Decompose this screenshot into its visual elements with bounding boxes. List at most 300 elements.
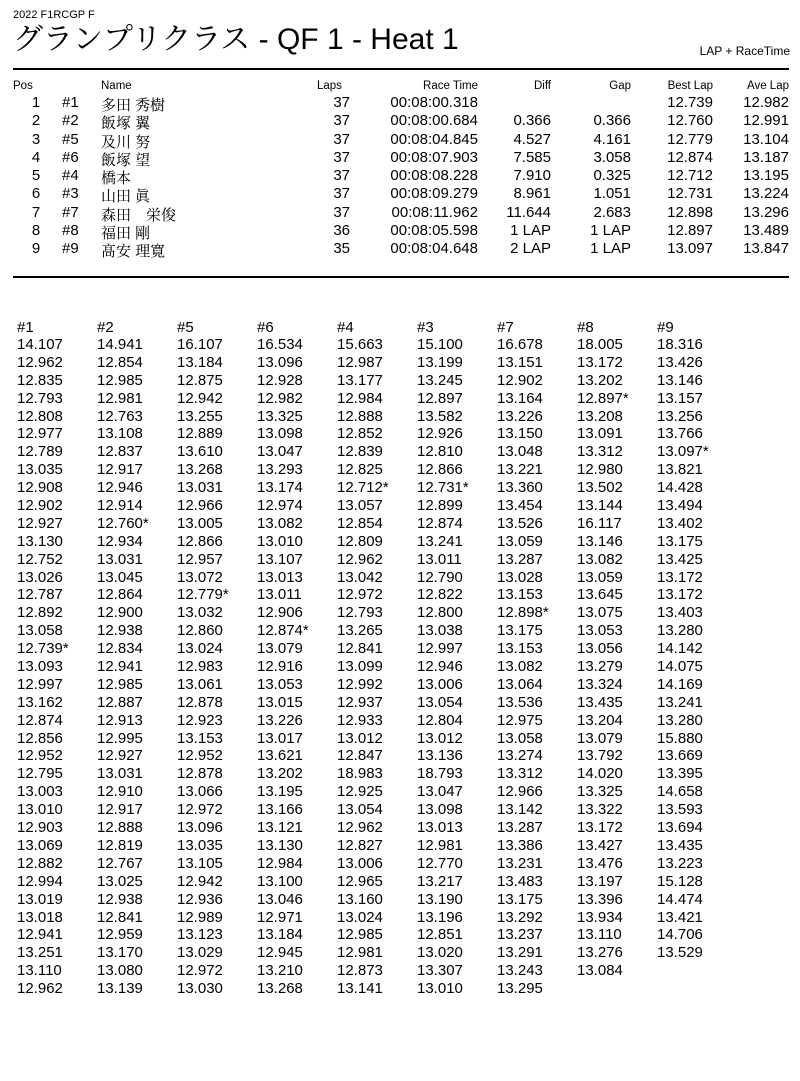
lap-time: 12.974 xyxy=(257,497,303,515)
lap-time: 13.274 xyxy=(497,747,543,765)
lap-time: 12.789 xyxy=(17,443,63,461)
lap-time: 13.053 xyxy=(257,675,303,693)
results-header-row xyxy=(13,80,789,94)
lap-time: 12.962 xyxy=(17,980,63,998)
lap-time: 13.020 xyxy=(417,944,463,962)
lap-time: 13.130 xyxy=(17,532,63,550)
lap-time: 13.175 xyxy=(657,532,703,550)
lap-time: 12.887 xyxy=(97,693,143,711)
lap-time: 13.241 xyxy=(657,693,703,711)
best-lap: 12.731 xyxy=(667,185,713,203)
lap-time: 13.175 xyxy=(497,890,543,908)
lap-time: 12.874* xyxy=(257,622,309,640)
lap-time: 13.100 xyxy=(257,872,303,890)
lap-time: 12.914 xyxy=(97,497,143,515)
table-row xyxy=(13,204,789,222)
lap-time: 13.307 xyxy=(417,962,463,980)
lap-time: 12.962 xyxy=(337,819,383,837)
lap-time: 13.099 xyxy=(337,658,383,676)
lap-time: 13.202 xyxy=(257,765,303,783)
lap-time: 12.856 xyxy=(17,729,63,747)
lap-time: 12.888 xyxy=(97,819,143,837)
lap-time: 13.172 xyxy=(577,819,623,837)
gap: 0.366 xyxy=(593,112,631,130)
lap-time: 13.322 xyxy=(577,801,623,819)
lap-time: 13.059 xyxy=(577,568,623,586)
driver-name: 福田 剛 xyxy=(101,225,151,243)
lap-time: 13.265 xyxy=(337,622,383,640)
header-ave-lap: Ave Lap xyxy=(747,80,789,92)
diff: 2 LAP xyxy=(510,240,551,258)
lap-time: 14.075 xyxy=(657,658,703,676)
lap-time: 12.984 xyxy=(337,389,383,407)
lap-time: 13.098 xyxy=(257,425,303,443)
race-time: 00:08:05.598 xyxy=(390,222,478,240)
driver-name: 橋本 xyxy=(101,170,132,188)
laps: 37 xyxy=(333,112,350,130)
lap-time: 13.766 xyxy=(657,425,703,443)
header-pos: Pos xyxy=(13,80,33,92)
lap-time: 13.013 xyxy=(417,819,463,837)
lap-time: 14.142 xyxy=(657,640,703,658)
car-number: #3 xyxy=(62,185,79,203)
best-lap: 12.760 xyxy=(667,112,713,130)
lap-time: 13.435 xyxy=(657,836,703,854)
lap-time: 13.123 xyxy=(177,926,223,944)
lap-time: 12.972 xyxy=(337,586,383,604)
lap-time: 13.243 xyxy=(497,962,543,980)
lap-time: 12.995 xyxy=(97,729,143,747)
lap-time: 13.197 xyxy=(577,872,623,890)
lap-time: 12.942 xyxy=(177,389,223,407)
lap-time: 13.268 xyxy=(257,980,303,998)
lap-time: 12.837 xyxy=(97,443,143,461)
lap-time: 13.096 xyxy=(177,819,223,837)
lap-time: 13.226 xyxy=(497,407,543,425)
lap-time: 13.526 xyxy=(497,514,543,532)
lap-time: 13.202 xyxy=(577,371,623,389)
lap-time: 13.610 xyxy=(177,443,223,461)
gap: 4.161 xyxy=(593,130,631,148)
report-type: LAP + RaceTime xyxy=(699,44,790,58)
lap-time: 13.058 xyxy=(17,622,63,640)
lap-time: 12.972 xyxy=(177,801,223,819)
lap-time: 12.825 xyxy=(337,461,383,479)
table-row xyxy=(13,131,789,149)
lap-time: 12.854 xyxy=(337,514,383,532)
lap-time: 13.006 xyxy=(417,675,463,693)
lap-time: 14.474 xyxy=(657,890,703,908)
lap-time: 13.121 xyxy=(257,819,303,837)
lap-time: 12.917 xyxy=(97,801,143,819)
race-time: 00:08:00.318 xyxy=(390,94,478,111)
lap-time: 12.800 xyxy=(417,604,463,622)
position: 4 xyxy=(31,148,41,166)
position: 5 xyxy=(31,167,41,185)
lap-column xyxy=(497,319,577,998)
lap-time: 13.435 xyxy=(577,693,623,711)
position: 3 xyxy=(31,130,41,148)
lap-time: 14.658 xyxy=(657,783,703,801)
laps: 37 xyxy=(333,94,350,111)
lap-time: 13.172 xyxy=(577,353,623,371)
lap-time: 12.962 xyxy=(337,550,383,568)
lap-time: 13.279 xyxy=(577,658,623,676)
lap-time: 13.091 xyxy=(577,425,623,443)
lap-time: 13.082 xyxy=(577,550,623,568)
table-row xyxy=(13,222,789,243)
lap-time: 13.184 xyxy=(177,353,223,371)
lap-time: 13.153 xyxy=(497,640,543,658)
lap-time: 13.012 xyxy=(417,729,463,747)
lap-time: 13.792 xyxy=(577,747,623,765)
lap-time: 13.402 xyxy=(657,514,703,532)
lap-time: 12.822 xyxy=(417,586,463,604)
lap-time: 13.483 xyxy=(497,872,543,890)
lap-time: 18.316 xyxy=(657,336,703,353)
lap-time: 13.582 xyxy=(417,407,463,425)
lap-time: 12.926 xyxy=(417,425,463,443)
lap-time: 13.097* xyxy=(657,443,709,461)
ave-lap: 12.991 xyxy=(743,112,789,130)
lap-time: 13.029 xyxy=(177,944,223,962)
lap-time: 13.035 xyxy=(17,461,63,479)
lap-time: 14.941 xyxy=(97,336,143,353)
lap-time: 13.199 xyxy=(417,353,463,371)
diff: 4.527 xyxy=(513,130,551,148)
car-number: #4 xyxy=(62,167,79,185)
lap-time: 13.010 xyxy=(417,980,463,998)
lap-time: 12.841 xyxy=(97,908,143,926)
lap-time: 13.053 xyxy=(577,622,623,640)
lap-time: 12.975 xyxy=(497,711,543,729)
lap-time: 13.093 xyxy=(17,658,63,676)
lap-time: 13.245 xyxy=(417,371,463,389)
lap-time: 12.997 xyxy=(417,640,463,658)
lap-time: 13.056 xyxy=(577,640,623,658)
lap-time: 12.992 xyxy=(337,675,383,693)
lap-time: 13.190 xyxy=(417,890,463,908)
position: 8 xyxy=(31,222,41,240)
lap-time: 13.280 xyxy=(657,711,703,729)
diff: 11.644 xyxy=(506,203,551,221)
lap-time: 12.851 xyxy=(417,926,463,944)
race-time: 00:08:07.903 xyxy=(390,148,478,166)
lap-time: 13.006 xyxy=(337,854,383,872)
lap-column-header: #2 xyxy=(97,319,114,336)
lap-time: 13.057 xyxy=(337,497,383,515)
lap-time: 12.839 xyxy=(337,443,383,461)
lap-time: 13.035 xyxy=(177,836,223,854)
best-lap: 12.779 xyxy=(667,130,713,148)
driver-name: 山田 眞 xyxy=(101,188,151,206)
lap-time: 12.731* xyxy=(417,479,469,497)
lap-time: 12.897* xyxy=(577,389,629,407)
lap-time: 12.763 xyxy=(97,407,143,425)
lap-time: 13.015 xyxy=(257,693,303,711)
lap-time: 13.066 xyxy=(177,783,223,801)
lap-time: 13.072 xyxy=(177,568,223,586)
lap-time: 12.878 xyxy=(177,765,223,783)
lap-time: 12.841 xyxy=(337,640,383,658)
lap-time: 12.985 xyxy=(337,926,383,944)
lap-time: 13.421 xyxy=(657,908,703,926)
driver-name: 多田 秀樹 xyxy=(101,97,166,114)
lap-time: 14.107 xyxy=(17,336,63,353)
diff: 0.366 xyxy=(513,112,551,130)
lap-time: 12.810 xyxy=(417,443,463,461)
diff: 7.585 xyxy=(513,148,551,166)
lap-time: 13.038 xyxy=(417,622,463,640)
header-diff: Diff xyxy=(533,80,551,92)
lap-time: 12.971 xyxy=(257,908,303,926)
lap-time: 12.852 xyxy=(337,425,383,443)
lap-time: 13.256 xyxy=(657,407,703,425)
lap-column xyxy=(337,319,417,998)
lap-time: 13.082 xyxy=(497,658,543,676)
lap-time: 13.013 xyxy=(257,568,303,586)
lap-time: 16.107 xyxy=(177,336,223,353)
lap-time: 12.989 xyxy=(177,908,223,926)
lap-time: 12.902 xyxy=(17,497,63,515)
lap-time: 13.046 xyxy=(257,890,303,908)
position: 9 xyxy=(31,240,41,258)
lap-time: 13.160 xyxy=(337,890,383,908)
lap-time: 13.028 xyxy=(497,568,543,586)
position: 2 xyxy=(31,112,41,130)
lap-time: 13.162 xyxy=(17,693,63,711)
divider-top xyxy=(13,68,789,70)
lap-time: 12.941 xyxy=(97,658,143,676)
lap-time: 13.210 xyxy=(257,962,303,980)
lap-time: 13.593 xyxy=(657,801,703,819)
lap-time: 16.117 xyxy=(577,514,622,532)
ave-lap: 13.296 xyxy=(743,203,789,221)
best-lap: 12.874 xyxy=(667,148,713,166)
lap-time: 12.790 xyxy=(417,568,463,586)
lap-time: 12.982 xyxy=(257,389,303,407)
driver-name: 飯塚 望 xyxy=(101,151,151,169)
laps: 37 xyxy=(333,167,350,185)
lap-column-header: #9 xyxy=(657,319,674,336)
lap-time: 13.031 xyxy=(97,765,143,783)
table-row xyxy=(13,149,789,167)
lap-time: 13.386 xyxy=(497,836,543,854)
table-row xyxy=(13,167,789,188)
lap-time: 13.204 xyxy=(577,711,623,729)
lap-time: 13.425 xyxy=(657,550,703,568)
lap-time: 13.082 xyxy=(257,514,303,532)
lap-time: 16.678 xyxy=(497,336,543,353)
gap: 0.325 xyxy=(593,167,631,185)
lap-time: 13.494 xyxy=(657,497,703,515)
lap-time: 14.706 xyxy=(657,926,703,944)
lap-column xyxy=(17,319,97,998)
driver-name: 髙安 理寛 xyxy=(101,243,166,261)
lap-time: 13.476 xyxy=(577,854,623,872)
ave-lap: 13.195 xyxy=(743,167,789,185)
lap-time: 13.110 xyxy=(17,962,62,980)
lap-time: 12.994 xyxy=(17,872,63,890)
lap-time: 13.174 xyxy=(257,479,303,497)
lap-time: 13.011 xyxy=(257,586,302,604)
lap-time: 18.005 xyxy=(577,336,623,353)
lap-column-header: #3 xyxy=(417,319,434,336)
lap-column-header: #4 xyxy=(337,319,354,336)
lap-time: 12.923 xyxy=(177,711,223,729)
lap-time: 13.045 xyxy=(97,568,143,586)
lap-time: 13.144 xyxy=(577,497,623,515)
lap-time: 12.981 xyxy=(97,389,143,407)
lap-time: 13.170 xyxy=(97,944,143,962)
lap-time: 13.080 xyxy=(97,962,143,980)
lap-time: 12.898* xyxy=(497,604,549,622)
lap-time: 12.952 xyxy=(177,747,223,765)
lap-time: 13.276 xyxy=(577,944,623,962)
lap-time: 12.808 xyxy=(17,407,63,425)
lap-time: 12.942 xyxy=(177,872,223,890)
lap-time: 12.864 xyxy=(97,586,143,604)
lap-time: 12.917 xyxy=(97,461,143,479)
lap-time: 13.221 xyxy=(497,461,543,479)
lap-time: 12.793 xyxy=(17,389,63,407)
lap-time: 12.908 xyxy=(17,479,63,497)
lap-time: 12.875 xyxy=(177,371,223,389)
lap-time: 13.019 xyxy=(17,890,63,908)
lap-time: 12.981 xyxy=(417,836,463,854)
lap-time: 12.835 xyxy=(17,371,63,389)
lap-time: 13.226 xyxy=(257,711,303,729)
lap-time: 13.024 xyxy=(177,640,223,658)
header-gap: Gap xyxy=(609,80,631,92)
lap-time: 13.426 xyxy=(657,353,703,371)
best-lap: 12.712 xyxy=(667,167,713,185)
lap-time: 13.058 xyxy=(497,729,543,747)
lap-time: 13.069 xyxy=(17,836,63,854)
lap-time: 12.900 xyxy=(97,604,143,622)
lap-time: 13.934 xyxy=(577,908,623,926)
lap-time: 12.959 xyxy=(97,926,143,944)
lap-time: 12.827 xyxy=(337,836,383,854)
lap-time: 12.927 xyxy=(17,514,63,532)
lap-time: 13.312 xyxy=(577,443,623,461)
lap-time: 12.767 xyxy=(97,854,143,872)
lap-time: 12.892 xyxy=(17,604,63,622)
lap-time: 13.292 xyxy=(497,908,543,926)
lap-time: 13.157 xyxy=(657,389,703,407)
gap: 2.683 xyxy=(593,203,631,221)
lap-time: 13.098 xyxy=(417,801,463,819)
lap-time: 12.873 xyxy=(337,962,383,980)
lap-time: 13.031 xyxy=(97,550,143,568)
lap-time: 12.888 xyxy=(337,407,383,425)
lap-time: 13.396 xyxy=(577,890,623,908)
header-race-time: Race Time xyxy=(423,80,478,92)
lap-time: 13.217 xyxy=(417,872,463,890)
lap-time: 13.136 xyxy=(417,747,463,765)
lap-time: 13.427 xyxy=(577,836,623,854)
car-number: #1 xyxy=(62,94,79,111)
lap-time: 13.064 xyxy=(497,675,543,693)
car-number: #8 xyxy=(62,222,79,240)
laps: 37 xyxy=(333,203,350,221)
lap-time: 12.913 xyxy=(97,711,143,729)
lap-time: 13.312 xyxy=(497,765,543,783)
header-laps: Laps xyxy=(317,80,342,92)
lap-time: 13.110 xyxy=(577,926,622,944)
lap-time: 13.075 xyxy=(577,604,623,622)
lap-time: 13.005 xyxy=(177,514,223,532)
position: 6 xyxy=(31,185,41,203)
lap-column xyxy=(97,319,177,998)
best-lap: 12.739 xyxy=(667,94,713,111)
lap-time: 12.934 xyxy=(97,532,143,550)
lap-time: 13.241 xyxy=(417,532,463,550)
lap-time: 13.032 xyxy=(177,604,223,622)
lap-time: 12.972 xyxy=(177,962,223,980)
lap-time: 12.712* xyxy=(337,479,389,497)
lap-time: 13.079 xyxy=(257,640,303,658)
lap-time: 13.003 xyxy=(17,783,63,801)
lap-time: 13.079 xyxy=(577,729,623,747)
lap-time: 13.536 xyxy=(497,693,543,711)
lap-time: 13.208 xyxy=(577,407,623,425)
lap-time: 13.175 xyxy=(497,622,543,640)
driver-name: 飯塚 翼 xyxy=(101,115,151,133)
lap-time: 12.910 xyxy=(97,783,143,801)
lap-time: 13.403 xyxy=(657,604,703,622)
lap-time: 14.020 xyxy=(577,765,623,783)
lap-time: 13.325 xyxy=(257,407,303,425)
lap-time: 13.694 xyxy=(657,819,703,837)
lap-time: 15.128 xyxy=(657,872,703,890)
lap-time: 12.860 xyxy=(177,622,223,640)
diff: 8.961 xyxy=(513,185,551,203)
lap-time: 13.153 xyxy=(497,586,543,604)
lap-time: 12.779* xyxy=(177,586,229,604)
lap-time: 13.048 xyxy=(497,443,543,461)
lap-time: 13.025 xyxy=(97,872,143,890)
lap-column-header: #1 xyxy=(17,319,34,336)
lap-time: 13.047 xyxy=(417,783,463,801)
lap-time: 13.251 xyxy=(17,944,63,962)
lap-time: 13.280 xyxy=(657,622,703,640)
lap-time: 13.196 xyxy=(417,908,463,926)
lap-time: 12.897 xyxy=(417,389,463,407)
lap-time: 12.936 xyxy=(177,890,223,908)
lap-time: 13.821 xyxy=(657,461,703,479)
lap-time: 12.916 xyxy=(257,658,303,676)
header-best-lap: Best Lap xyxy=(667,80,713,92)
table-row xyxy=(13,185,789,206)
car-number: #6 xyxy=(62,148,79,166)
lap-time: 13.141 xyxy=(337,980,383,998)
lap-time: 12.906 xyxy=(257,604,303,622)
ave-lap: 12.982 xyxy=(743,94,789,111)
lap-time: 12.938 xyxy=(97,622,143,640)
lap-time: 13.010 xyxy=(257,532,303,550)
lap-time: 12.937 xyxy=(337,693,383,711)
lap-column xyxy=(177,319,257,998)
lap-time: 13.054 xyxy=(417,693,463,711)
lap-time: 12.899 xyxy=(417,497,463,515)
lap-time: 13.084 xyxy=(577,962,623,980)
lap-time: 12.933 xyxy=(337,711,383,729)
lap-time: 13.031 xyxy=(177,479,223,497)
lap-time: 13.026 xyxy=(17,568,63,586)
race-time: 00:08:08.228 xyxy=(390,167,478,185)
lap-time: 12.866 xyxy=(177,532,223,550)
